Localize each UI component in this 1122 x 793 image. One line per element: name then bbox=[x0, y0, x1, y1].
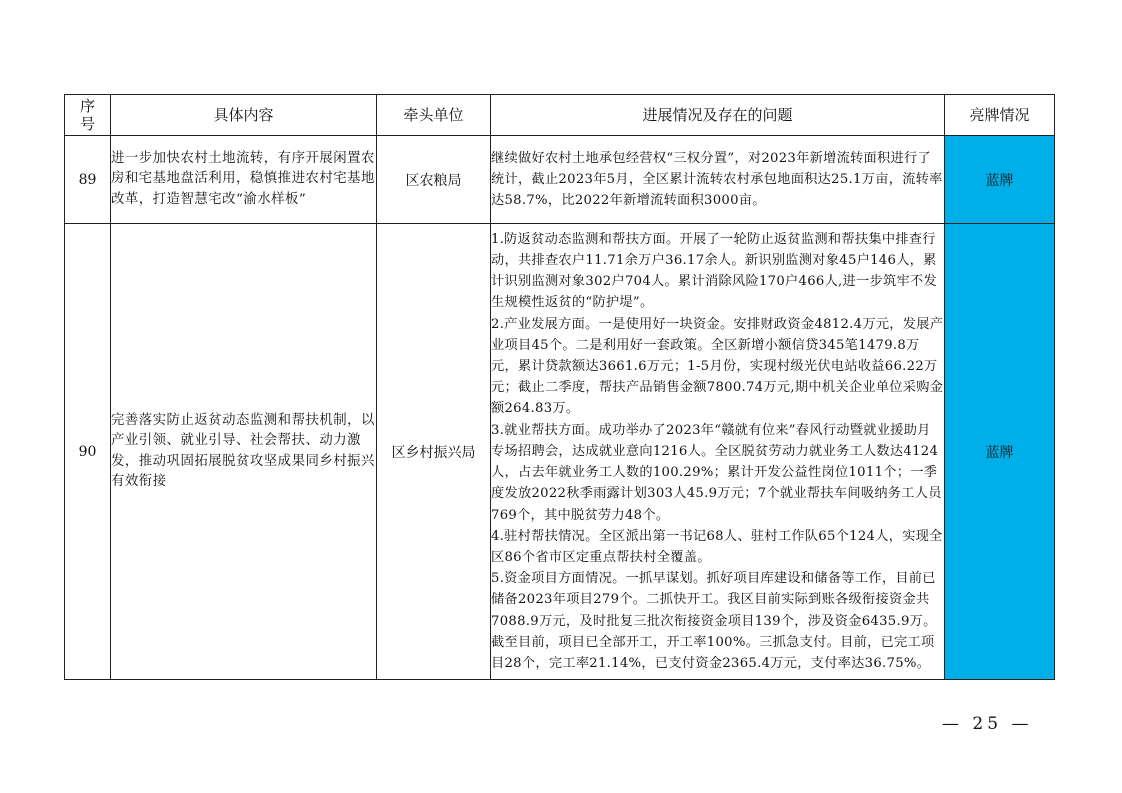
progress-item: 2.产业发展方面。一是使用好一块资金。安排财政资金4812.4万元，发展产业项目45个。二是利用好一套政策。全区新增小额信贷345笔1479.8万元，累计贷款额达3661.6万元；1-5月份，实现村级光伏电站收益66.22万元；截止二季度，帮扶产品销售金额7800.74万元,期中机关企业单位采购金额264.83万。 bbox=[491, 316, 944, 417]
progress-item: 4.驻村帮扶情况。全区派出第一书记68人、驻村工作队65个124人，实现全区86个省市区定重点帮扶村全覆盖。 bbox=[491, 528, 943, 565]
table-header-row bbox=[65, 95, 1055, 136]
row-content: 进一步加快农村土地流转，有序开展闲置农房和宅基地盘活利用，稳慎推进农村宅基地改革，打造智慧宅改“渝水样板” bbox=[111, 136, 377, 224]
work-progress-table bbox=[64, 94, 1055, 680]
row-content: 完善落实防止返贫动态监测和帮扶机制，以产业引领、就业引导、社会帮扶、动力激发，推动巩固拓展脱贫攻坚成果同乡村振兴有效衔接 bbox=[111, 224, 377, 680]
table-row bbox=[65, 224, 1055, 680]
row-unit: 区农粮局 bbox=[377, 136, 491, 224]
header-content: 具体内容 bbox=[111, 95, 377, 136]
row-progress bbox=[491, 224, 945, 680]
row-unit: 区乡村振兴局 bbox=[377, 224, 491, 680]
progress-item: 1.防返贫动态监测和帮扶方面。开展了一轮防止返贫监测和帮扶集中排查行动，共排查农户11.71余万户36.17余人。新识别监测对象45户146人，累计识别监测对象302户704人。累计消除风险170户466人,进一步筑牢不发生规模性返贫的“防护堤”。 bbox=[491, 231, 937, 311]
header-unit: 牵头单位 bbox=[377, 95, 491, 136]
row-brand-status: 蓝牌 bbox=[945, 136, 1055, 224]
header-brand: 亮牌情况 bbox=[945, 95, 1055, 136]
row-brand-status: 蓝牌 bbox=[945, 224, 1055, 680]
row-seq: 90 bbox=[65, 224, 111, 680]
header-seq: 序号 bbox=[65, 95, 111, 136]
progress-item: 3.就业帮扶方面。成功举办了2023年“赣就有位来”春风行动暨就业援助月专场招聘会，达成就业意向1216人。全区脱贫劳动力就业务工人数达4124人，占去年就业务工人数的100.29%；累计开发公益性岗位1011个；一季度发放2022秋季雨露计划303人45.9万元；7个就业帮扶车间吸纳务工人员769个，其中脱贫劳力48个。 bbox=[491, 422, 942, 523]
table-row bbox=[65, 136, 1055, 224]
row-progress: 继续做好农村土地承包经营权“三权分置”，对2023年新增流转面积进行了统计，截止2023年5月，全区累计流转农村承包地面积达25.1万亩，流转率达58.7%，比2022年新增流转面积3000亩。 bbox=[491, 136, 945, 224]
row-seq: 89 bbox=[65, 136, 111, 224]
header-progress: 进展情况及存在的问题 bbox=[491, 95, 945, 136]
page-number: — 25 — bbox=[942, 714, 1033, 734]
progress-item: 5.资金项目方面情况。一抓早谋划。抓好项目库建设和储备等工作，目前已储备2023年项目279个。二抓快开工。我区目前实际到账各级衔接资金共7088.9万元，及时批复三批次衔接资金项目139个，涉及资金6435.9万。截至目前，项目已全部开工，开工率100%。三抓急支付。目前，已完工项目28个，完工率21.14%，已支付资金2365.4万元，支付率达36.75%。 bbox=[491, 571, 937, 671]
